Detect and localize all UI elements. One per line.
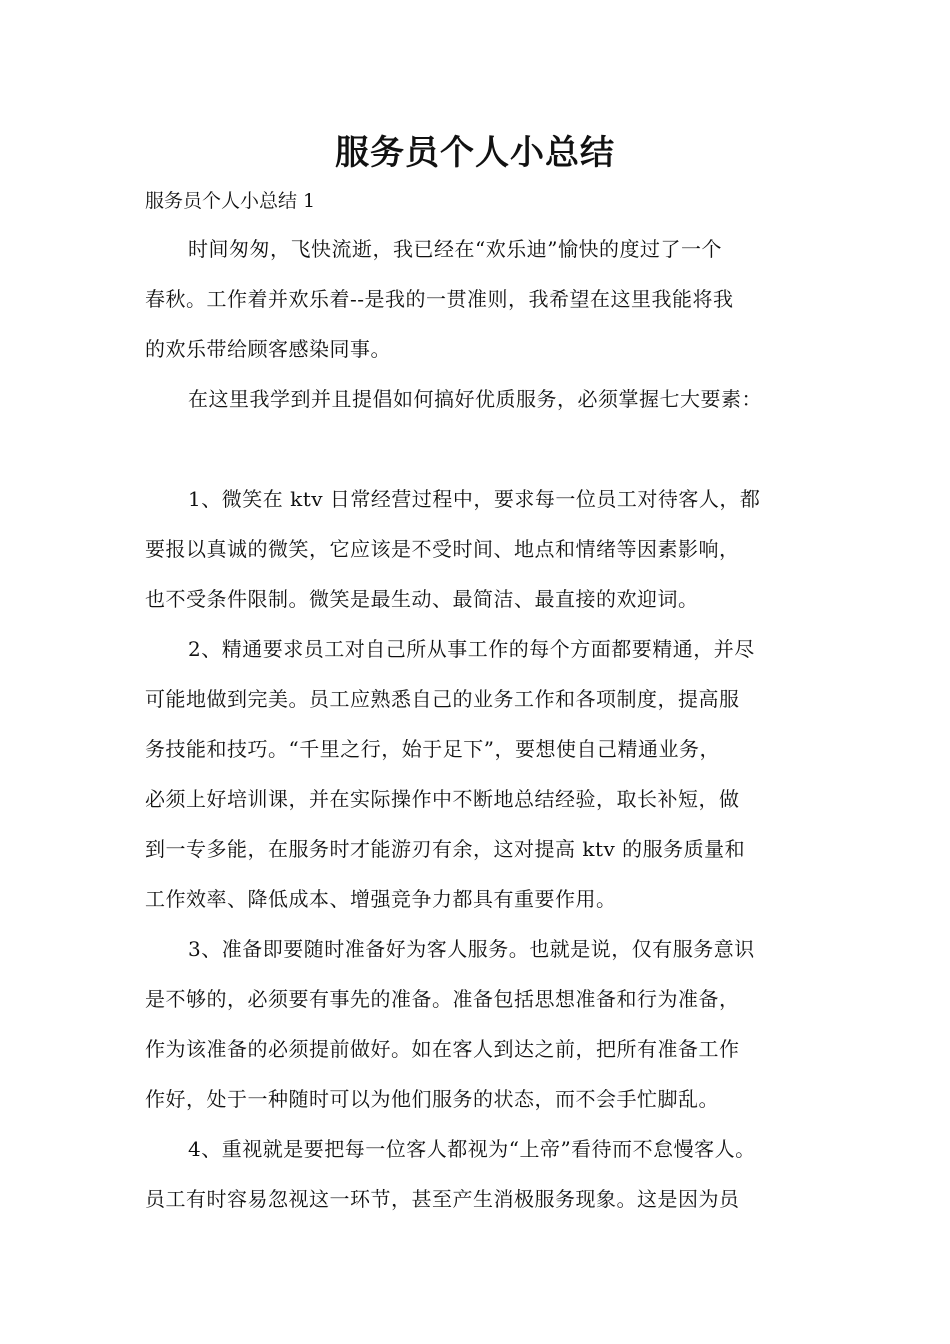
paragraph-line: 可能地做到完美。员工应熟悉自己的业务工作和各项制度，提高服 bbox=[145, 687, 740, 711]
paragraph-line: 在这里我学到并且提倡如何搞好优质服务，必须掌握七大要素： bbox=[188, 387, 762, 411]
paragraph-line: 4、重视就是要把每一位客人都视为“上帝”看待而不怠慢客人。 bbox=[188, 1137, 756, 1161]
paragraph-line: 必须上好培训课，并在实际操作中不断地总结经验，取长补短，做 bbox=[145, 787, 740, 811]
document-subtitle: 服务员个人小总结 1 bbox=[145, 190, 316, 212]
paragraph-line: 要报以真诚的微笑，它应该是不受时间、地点和情绪等因素影响， bbox=[145, 537, 740, 561]
paragraph-line: 作为该准备的必须提前做好。如在客人到达之前，把所有准备工作 bbox=[145, 1037, 740, 1061]
paragraph-line: 2、精通要求员工对自己所从事工作的每个方面都要精通，并尽 bbox=[188, 637, 755, 661]
paragraph-line: 时间匆匆，飞快流逝，我已经在“欢乐迪”愉快的度过了一个 bbox=[188, 237, 722, 261]
paragraph-line: 作好，处于一种随时可以为他们服务的状态，而不会手忙脚乱。 bbox=[145, 1087, 719, 1111]
paragraph-line: 到一专多能，在服务时才能游刃有余，这对提高 ktv 的服务质量和 bbox=[145, 837, 746, 861]
document-title: 服务员个人小总结 bbox=[335, 133, 615, 173]
paragraph-line: 3、准备即要随时准备好为客人服务。也就是说，仅有服务意识 bbox=[188, 937, 755, 961]
paragraph-line: 员工有时容易忽视这一环节，甚至产生消极服务现象。这是因为员 bbox=[145, 1187, 740, 1211]
paragraph-line: 是不够的，必须要有事先的准备。准备包括思想准备和行为准备， bbox=[145, 987, 740, 1011]
paragraph-line: 1、微笑在 ktv 日常经营过程中，要求每一位员工对待客人，都 bbox=[188, 487, 761, 511]
paragraph-line: 工作效率、降低成本、增强竞争力都具有重要作用。 bbox=[145, 887, 617, 911]
paragraph-line: 也不受条件限制。微笑是最生动、最简洁、最直接的欢迎词。 bbox=[145, 587, 699, 611]
paragraph-line: 的欢乐带给顾客感染同事。 bbox=[145, 337, 391, 361]
paragraph-line: 务技能和技巧。“千里之行，始于足下”，要想使自己精通业务， bbox=[145, 737, 720, 761]
paragraph-line: 春秋。工作着并欢乐着--是我的一贯准则，我希望在这里我能将我 bbox=[145, 287, 734, 311]
